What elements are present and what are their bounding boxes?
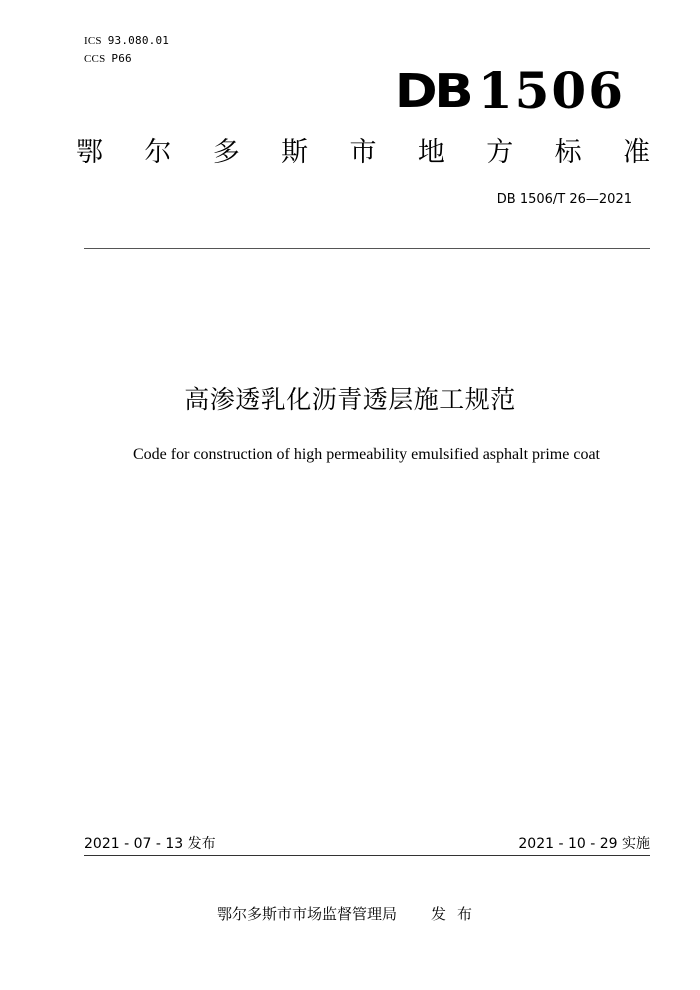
standard-type-char: 斯 bbox=[281, 137, 309, 168]
standard-type-char: 市 bbox=[349, 137, 377, 168]
ccs-classification bbox=[84, 52, 132, 66]
standard-type-char: 准 bbox=[623, 137, 650, 168]
ics-label: ICS bbox=[84, 35, 102, 47]
standard-type-char: 尔 bbox=[144, 137, 172, 168]
standard-mark bbox=[394, 60, 625, 120]
ics-classification bbox=[84, 34, 169, 48]
document-title-chinese: 高渗透乳化沥青透层施工规范 bbox=[184, 385, 516, 414]
implementation-date: 2021 - 10 - 29 实施 bbox=[518, 836, 650, 852]
standard-type-char: 鄂 bbox=[76, 137, 103, 168]
document-title-english: Code for construction of high permeability emulsified asphalt prime coat bbox=[133, 446, 600, 463]
footer-divider bbox=[84, 855, 650, 856]
standard-prefix: DB bbox=[394, 64, 470, 118]
ics-value: 93.080.01 bbox=[107, 34, 170, 47]
header-divider bbox=[84, 248, 650, 249]
standard-type-char: 方 bbox=[486, 137, 514, 168]
issuer-action: 发布 bbox=[431, 905, 484, 923]
standard-type-char: 地 bbox=[417, 137, 445, 168]
issuer-line bbox=[0, 904, 700, 924]
standard-code: DB 1506/T 26—2021 bbox=[496, 192, 632, 207]
issuer-name: 鄂尔多斯市市场监督管理局 bbox=[216, 905, 397, 923]
issue-date: 2021 - 07 - 13 发布 bbox=[84, 836, 216, 852]
standard-type-char: 多 bbox=[212, 137, 240, 168]
ccs-value: P66 bbox=[111, 52, 132, 65]
standard-number: 1506 bbox=[477, 61, 625, 120]
standard-type-heading bbox=[76, 135, 650, 171]
ccs-label: CCS bbox=[84, 53, 106, 65]
standard-type-char: 标 bbox=[554, 137, 582, 168]
